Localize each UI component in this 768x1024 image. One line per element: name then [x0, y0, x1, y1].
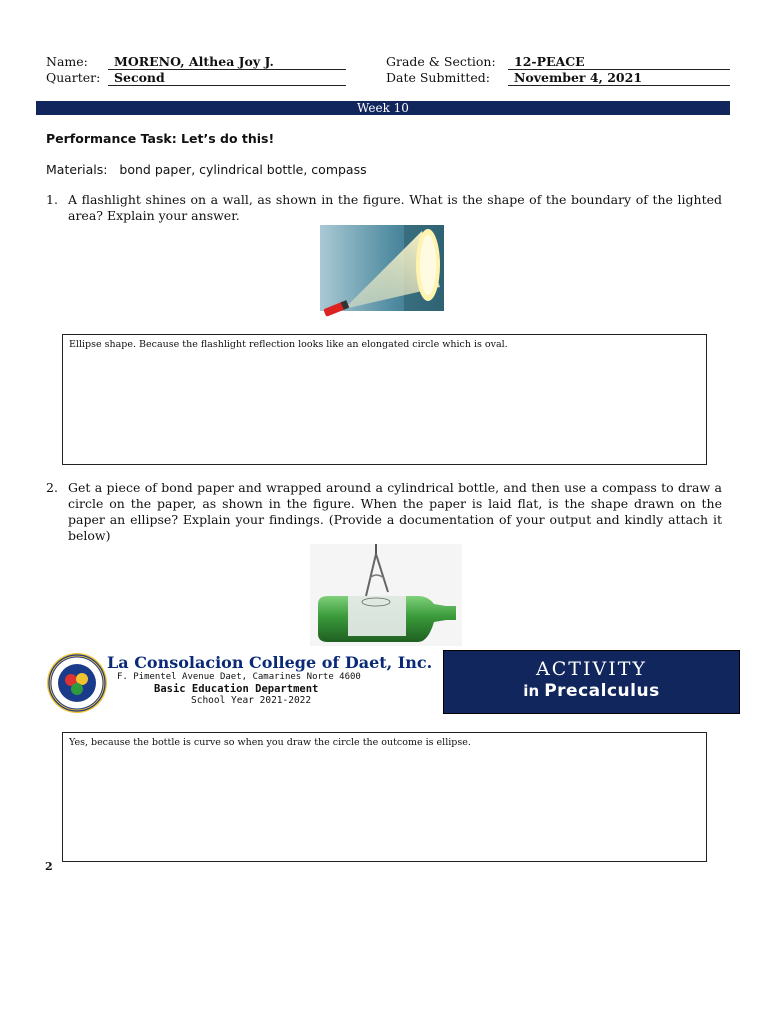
week-banner: Week 10 — [36, 101, 730, 115]
q2-answer-text: Yes, because the bottle is curve so when you draw the circle the outcome is ellipse. — [69, 737, 471, 748]
grade-value: 12-PEACE — [508, 54, 730, 70]
date-label: Date Submitted: — [386, 70, 490, 85]
q2-number: 2. — [46, 480, 58, 495]
task-title: Performance Task: Let’s do this! — [46, 131, 275, 146]
activity-in: in — [523, 682, 540, 700]
college-name: La Consolacion College of Daet, Inc. — [107, 653, 433, 672]
grade-label: Grade & Section: — [386, 54, 496, 69]
name-label: Name: — [46, 54, 88, 69]
activity-subject: Precalculus — [544, 681, 660, 701]
department-name: Basic Education Department — [154, 683, 319, 695]
q2-text: Get a piece of bond paper and wrapped around a cylindrical bottle, and then use a compass to draw a circle on the paper, as shown in the figure. When the paper is laid flat, is the shape drawn on the paper an ellipse? Explain your findings. (Provide a documentation of your output and kindly attach it below) — [68, 480, 722, 543]
materials-line: Materials: bond paper, cylindrical bottle, compass — [46, 162, 367, 177]
college-address: F. Pimentel Avenue Daet, Camarines Norte 4600 — [117, 672, 361, 682]
quarter-value: Second — [108, 70, 346, 86]
q1-answer-box[interactable] — [62, 334, 707, 465]
q1-text: A flashlight shines on a wall, as shown in the figure. What is the shape of the boundary of the lighted area? Explain your answer. — [68, 192, 722, 223]
date-value: November 4, 2021 — [508, 70, 730, 86]
q2-answer-box[interactable] — [62, 732, 707, 862]
name-value: MORENO, Althea Joy J. — [108, 54, 346, 70]
quarter-label: Quarter: — [46, 70, 101, 85]
q1-answer-text: Ellipse shape. Because the flashlight reflection looks like an elongated circle which is oval. — [69, 339, 508, 350]
school-year: School Year 2021-2022 — [191, 695, 312, 706]
activity-title: ACTIVITY — [536, 658, 647, 680]
college-seal-logo — [46, 652, 108, 714]
bottle-compass-figure — [310, 544, 462, 646]
activity-banner — [443, 650, 740, 714]
flashlight-figure — [316, 225, 448, 319]
q1-number: 1. — [46, 192, 58, 207]
page-number: 2 — [45, 860, 53, 873]
